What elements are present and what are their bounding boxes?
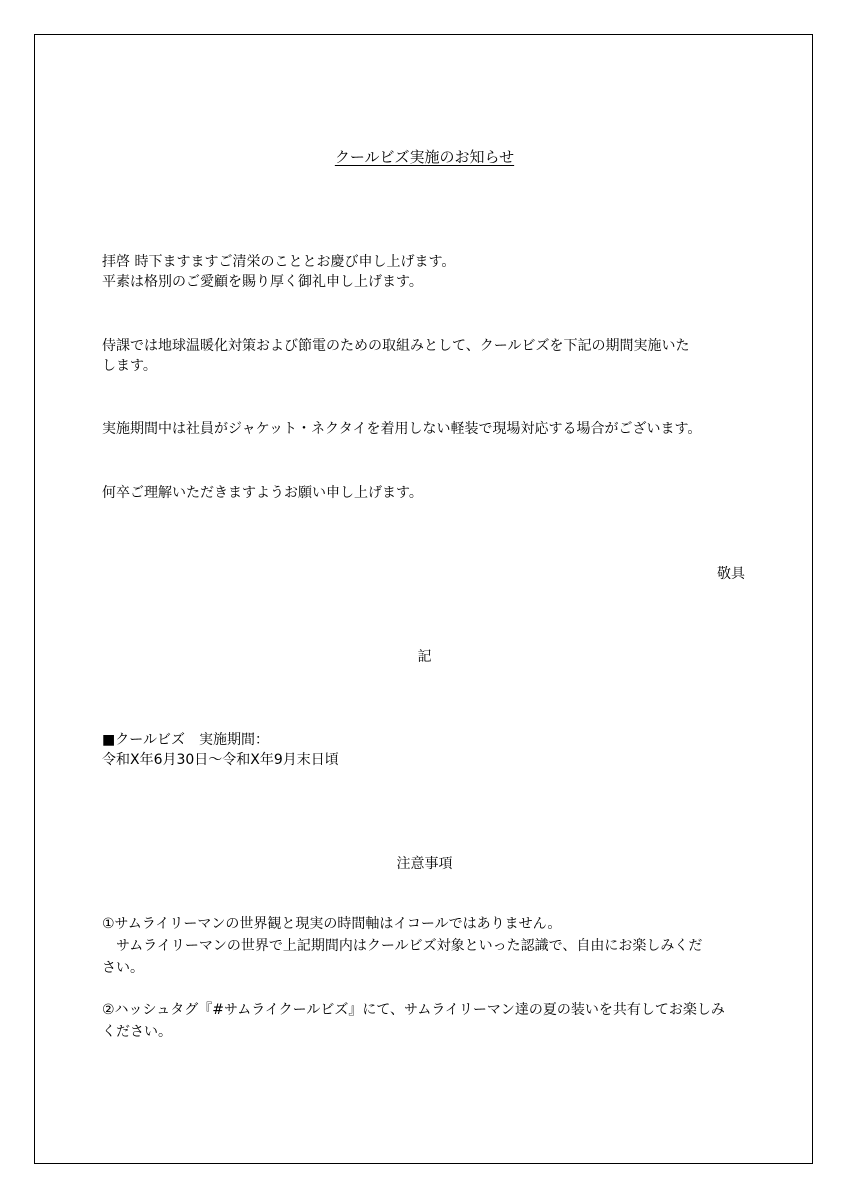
body-paragraph-1-line-1: 侍課では地球温暖化対策および節電のための取組みとして、クールビズを下記の期間実施いた bbox=[102, 338, 690, 354]
page-border bbox=[34, 34, 813, 1164]
document-title bbox=[0, 147, 849, 167]
body-paragraph-3: 何卒ご理解いただきますようお願い申し上げます。 bbox=[102, 485, 423, 501]
period-label: ■クールビズ 実施期間： bbox=[102, 732, 269, 748]
notes-heading: 注意事項 bbox=[396, 856, 453, 872]
greeting-line-1: 拝啓 時下ますますご清栄のこととお慶び申し上げます。 bbox=[102, 254, 456, 270]
period-value: 令和X年6月30日～令和X年9月末日頃 bbox=[102, 752, 339, 768]
body-paragraph-2: 実施期間中は社員がジャケット・ネクタイを着用しない軽装で現場対応する場合がございます。 bbox=[102, 421, 702, 437]
note-2-line-1: ②ハッシュタグ『#サムライクールビズ』にて、サムライリーマン達の夏の装いを共有してお楽しみ bbox=[102, 1002, 725, 1018]
note-1-line-1: ①サムライリーマンの世界観と現実の時間軸はイコールではありません。 bbox=[102, 916, 562, 932]
note-1-line-2: サムライリーマンの世界で上記期間内はクールビズ対象といった認識で、自由にお楽しみくだ bbox=[102, 938, 703, 954]
closing-keigu: 敬具 bbox=[717, 566, 745, 582]
ki-heading: 記 bbox=[417, 649, 432, 665]
body-paragraph-1-line-2: します。 bbox=[102, 358, 157, 374]
document-title-text: クールビズ実施のお知らせ bbox=[334, 148, 515, 166]
greeting-line-2: 平素は格別のご愛顧を賜り厚く御礼申し上げます。 bbox=[102, 274, 423, 290]
note-2-line-2: ください。 bbox=[102, 1024, 172, 1040]
note-1-line-3: さい。 bbox=[102, 960, 144, 976]
